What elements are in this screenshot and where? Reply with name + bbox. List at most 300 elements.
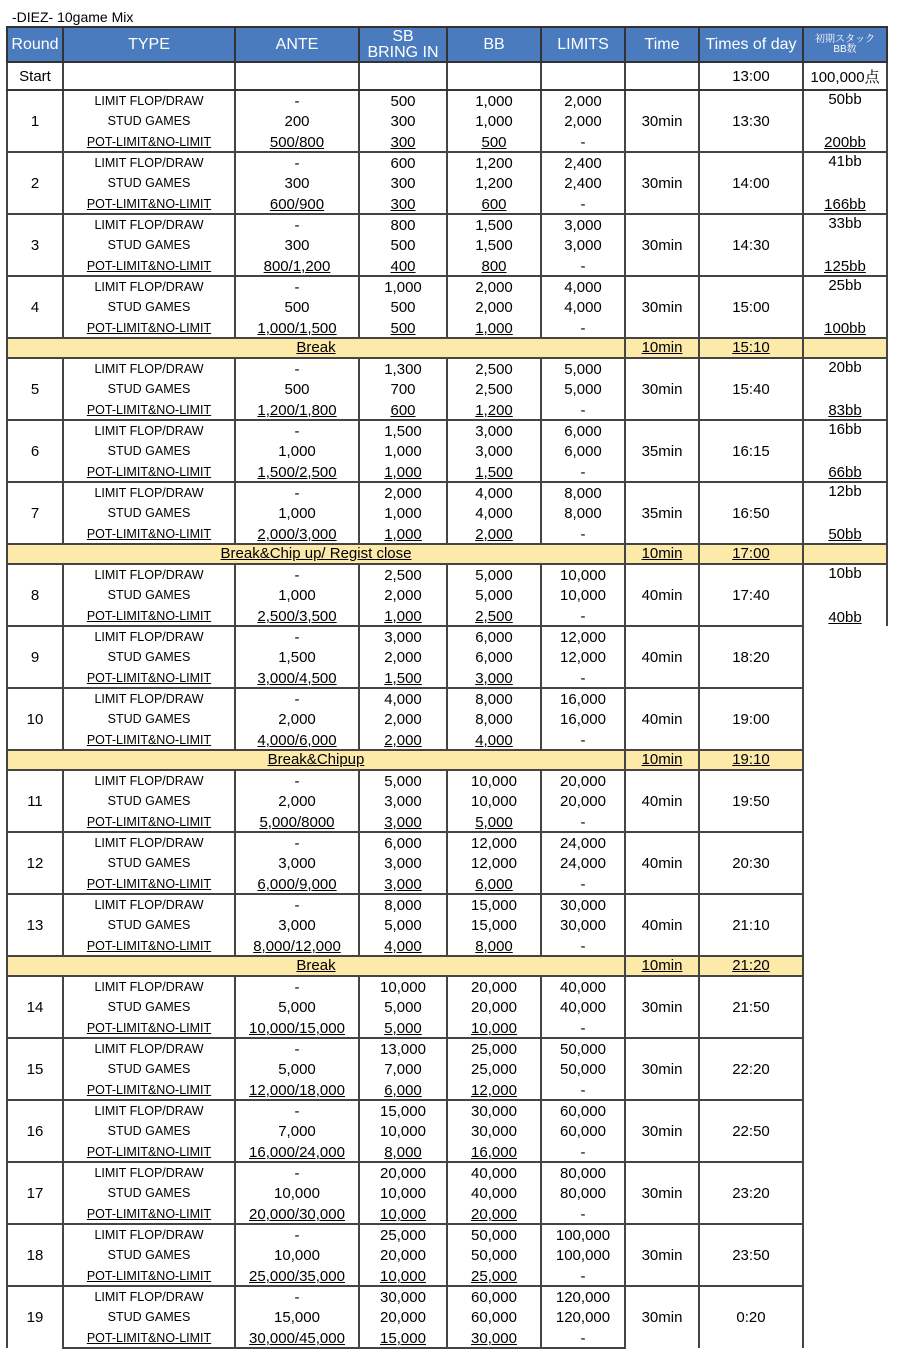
game-type: STUD GAMES xyxy=(63,915,235,935)
bb-value: 8,000 xyxy=(447,709,541,729)
bb-value: 1,500 xyxy=(447,461,541,482)
bb-value: 20,000 xyxy=(447,976,541,997)
sb-bring-in-value: 3,000 xyxy=(359,811,447,832)
sb-bring-in-value: 300 xyxy=(359,131,447,152)
ante-value: - xyxy=(235,420,359,441)
sb-bring-in-value: 7,000 xyxy=(359,1059,447,1079)
bb-value: 60,000 xyxy=(447,1286,541,1307)
stack-bb-empty xyxy=(803,111,887,131)
sb-bring-in-value: 1,000 xyxy=(359,441,447,461)
stack-blank xyxy=(803,1162,887,1224)
ante-value: 2,500/3,500 xyxy=(235,605,359,626)
round-number: 13 xyxy=(7,894,63,956)
game-type: LIMIT FLOP/DRAW xyxy=(63,420,235,441)
round-number: 6 xyxy=(7,420,63,482)
stack-bb-top: 10bb xyxy=(803,564,887,585)
ante-value: - xyxy=(235,1162,359,1183)
bb-value: 30,000 xyxy=(447,1100,541,1121)
bb-value: 600 xyxy=(447,193,541,214)
level-row xyxy=(7,482,887,503)
game-type: STUD GAMES xyxy=(63,791,235,811)
limits-value: - xyxy=(541,461,625,482)
level-time-of-day: 20:30 xyxy=(699,832,803,894)
bb-value: 20,000 xyxy=(447,997,541,1017)
blind-schedule xyxy=(6,26,888,1349)
bb-value: 2,500 xyxy=(447,605,541,626)
bb-value: 4,000 xyxy=(447,482,541,503)
game-type: STUD GAMES xyxy=(63,997,235,1017)
sb-bring-in-value: 20,000 xyxy=(359,1245,447,1265)
sb-bring-in-value: 8,000 xyxy=(359,1141,447,1162)
stack-bb-bottom: 66bb xyxy=(803,461,887,482)
sb-bring-in-value: 30,000 xyxy=(359,1286,447,1307)
game-type: POT-LIMIT&NO-LIMIT xyxy=(63,317,235,338)
sb-bring-in-value: 25,000 xyxy=(359,1224,447,1245)
game-type: STUD GAMES xyxy=(63,585,235,605)
round-number: 19 xyxy=(7,1286,63,1348)
level-row xyxy=(7,1100,887,1121)
game-type: POT-LIMIT&NO-LIMIT xyxy=(63,1017,235,1038)
level-time: 40min xyxy=(625,770,699,832)
stack-bb-empty xyxy=(803,441,887,461)
level-row xyxy=(7,564,887,585)
sb-bring-in-value: 1,300 xyxy=(359,358,447,379)
stack-bb-bottom: 166bb xyxy=(803,193,887,214)
limits-value: - xyxy=(541,317,625,338)
limits-value: - xyxy=(541,1017,625,1038)
bb-value: 8,000 xyxy=(447,935,541,956)
limits-value: 60,000 xyxy=(541,1121,625,1141)
bb-value: 6,000 xyxy=(447,647,541,667)
limits-value: 100,000 xyxy=(541,1245,625,1265)
limits-value: 8,000 xyxy=(541,503,625,523)
stack-bb-bottom: 125bb xyxy=(803,255,887,276)
game-type: POT-LIMIT&NO-LIMIT xyxy=(63,523,235,544)
ante-value: - xyxy=(235,626,359,647)
sb-bring-in-value: 5,000 xyxy=(359,915,447,935)
round-number: 1 xyxy=(7,90,63,152)
break-label: Break xyxy=(7,956,625,976)
ante-value: 300 xyxy=(235,235,359,255)
limits-value: 50,000 xyxy=(541,1059,625,1079)
game-type: LIMIT FLOP/DRAW xyxy=(63,770,235,791)
blind-structure-table xyxy=(6,26,888,1349)
sb-bring-in-value: 8,000 xyxy=(359,894,447,915)
limits-value: 24,000 xyxy=(541,832,625,853)
bb-value: 3,000 xyxy=(447,441,541,461)
game-type: STUD GAMES xyxy=(63,1307,235,1327)
ante-value: 500 xyxy=(235,297,359,317)
ante-value: - xyxy=(235,832,359,853)
limits-value: 50,000 xyxy=(541,1038,625,1059)
bb-value: 12,000 xyxy=(447,853,541,873)
sb-bring-in-value: 6,000 xyxy=(359,832,447,853)
bb-value: 2,000 xyxy=(447,276,541,297)
bb-value: 5,000 xyxy=(447,585,541,605)
bb-value: 10,000 xyxy=(447,1017,541,1038)
level-time-of-day: 21:50 xyxy=(699,976,803,1038)
bb-value: 2,500 xyxy=(447,358,541,379)
game-type: STUD GAMES xyxy=(63,503,235,523)
level-row xyxy=(7,358,887,379)
level-row xyxy=(7,214,887,235)
level-time: 40min xyxy=(625,894,699,956)
level-time: 40min xyxy=(625,564,699,626)
break-label: Break&Chipup xyxy=(7,750,625,770)
ante-value: 1,000 xyxy=(235,585,359,605)
game-type: LIMIT FLOP/DRAW xyxy=(63,832,235,853)
level-time: 30min xyxy=(625,152,699,214)
limits-value: 2,400 xyxy=(541,173,625,193)
bb-value: 12,000 xyxy=(447,1079,541,1100)
limits-value: 30,000 xyxy=(541,915,625,935)
ante-value: - xyxy=(235,770,359,791)
level-time-of-day: 22:20 xyxy=(699,1038,803,1100)
sb-bring-in-value: 10,000 xyxy=(359,1265,447,1286)
game-type: LIMIT FLOP/DRAW xyxy=(63,894,235,915)
game-type: STUD GAMES xyxy=(63,441,235,461)
bb-value: 25,000 xyxy=(447,1265,541,1286)
stack-blank xyxy=(803,1100,887,1162)
sb-bring-in-value: 500 xyxy=(359,235,447,255)
game-type: LIMIT FLOP/DRAW xyxy=(63,358,235,379)
game-type: LIMIT FLOP/DRAW xyxy=(63,1224,235,1245)
game-type: LIMIT FLOP/DRAW xyxy=(63,1100,235,1121)
break-time-of-day: 15:10 xyxy=(699,338,803,358)
game-type: STUD GAMES xyxy=(63,235,235,255)
sb-bring-in-value: 2,000 xyxy=(359,482,447,503)
stack-blank xyxy=(803,894,887,956)
header-round: Round xyxy=(7,27,63,62)
round-number: 3 xyxy=(7,214,63,276)
sb-bring-in-value: 1,000 xyxy=(359,503,447,523)
bb-value: 4,000 xyxy=(447,729,541,750)
limits-value: 12,000 xyxy=(541,647,625,667)
level-time-of-day: 18:20 xyxy=(699,626,803,688)
break-time-of-day: 19:10 xyxy=(699,750,803,770)
sb-bring-in-value: 600 xyxy=(359,152,447,173)
ante-value: 5,000/8000 xyxy=(235,811,359,832)
sb-bring-in-value: 2,000 xyxy=(359,729,447,750)
game-type: STUD GAMES xyxy=(63,111,235,131)
stack-bb-top: 12bb xyxy=(803,482,887,503)
level-time-of-day: 21:10 xyxy=(699,894,803,956)
game-type: STUD GAMES xyxy=(63,853,235,873)
round-number: 8 xyxy=(7,564,63,626)
bb-value: 6,000 xyxy=(447,626,541,647)
limits-value: 3,000 xyxy=(541,235,625,255)
ante-value: - xyxy=(235,90,359,111)
bb-value: 1,200 xyxy=(447,173,541,193)
game-type: POT-LIMIT&NO-LIMIT xyxy=(63,1141,235,1162)
game-type: POT-LIMIT&NO-LIMIT xyxy=(63,605,235,626)
game-type: POT-LIMIT&NO-LIMIT xyxy=(63,399,235,420)
stack-bb-top: 25bb xyxy=(803,276,887,297)
bb-value: 2,000 xyxy=(447,523,541,544)
bb-value: 16,000 xyxy=(447,1141,541,1162)
ante-value: - xyxy=(235,1100,359,1121)
ante-value: 6,000/9,000 xyxy=(235,873,359,894)
start-stack: 100,000点 xyxy=(803,62,887,90)
limits-value: - xyxy=(541,729,625,750)
header-sb-line1: SB xyxy=(392,27,414,45)
ante-value: 1,000 xyxy=(235,441,359,461)
stack-bb-bottom: 100bb xyxy=(803,317,887,338)
sb-bring-in-value: 13,000 xyxy=(359,1038,447,1059)
level-time-of-day: 13:30 xyxy=(699,90,803,152)
stack-bb-empty xyxy=(803,235,887,255)
game-type: POT-LIMIT&NO-LIMIT xyxy=(63,193,235,214)
start-row xyxy=(7,62,887,90)
sb-bring-in-value: 20,000 xyxy=(359,1307,447,1327)
bb-value: 30,000 xyxy=(447,1327,541,1348)
ante-value: 300 xyxy=(235,173,359,193)
bb-value: 4,000 xyxy=(447,503,541,523)
stack-blank xyxy=(803,626,887,688)
level-row xyxy=(7,688,887,709)
bb-value: 3,000 xyxy=(447,667,541,688)
level-row xyxy=(7,1224,887,1245)
ante-value: 3,000/4,500 xyxy=(235,667,359,688)
level-time: 40min xyxy=(625,626,699,688)
break-stack-cell xyxy=(803,750,887,770)
level-time-of-day: 16:50 xyxy=(699,482,803,544)
sb-bring-in-value: 300 xyxy=(359,193,447,214)
level-time-of-day: 15:40 xyxy=(699,358,803,420)
sb-bring-in-value: 20,000 xyxy=(359,1162,447,1183)
level-row xyxy=(7,894,887,915)
ante-value: 4,000/6,000 xyxy=(235,729,359,750)
stack-bb-bottom: 200bb xyxy=(803,131,887,152)
stack-blank xyxy=(803,688,887,750)
game-type: POT-LIMIT&NO-LIMIT xyxy=(63,461,235,482)
round-number: 14 xyxy=(7,976,63,1038)
ante-value: - xyxy=(235,482,359,503)
bb-value: 50,000 xyxy=(447,1245,541,1265)
bb-value: 800 xyxy=(447,255,541,276)
level-row xyxy=(7,276,887,297)
game-type: POT-LIMIT&NO-LIMIT xyxy=(63,873,235,894)
ante-value: 2,000 xyxy=(235,791,359,811)
level-time: 35min xyxy=(625,482,699,544)
limits-value: 40,000 xyxy=(541,997,625,1017)
bb-value: 2,000 xyxy=(447,297,541,317)
ante-value: 200 xyxy=(235,111,359,131)
level-time-of-day: 19:50 xyxy=(699,770,803,832)
sb-bring-in-value: 2,000 xyxy=(359,709,447,729)
level-row xyxy=(7,420,887,441)
bb-value: 15,000 xyxy=(447,915,541,935)
round-number: 5 xyxy=(7,358,63,420)
game-type: STUD GAMES xyxy=(63,647,235,667)
ante-value: 3,000 xyxy=(235,853,359,873)
ante-value: - xyxy=(235,976,359,997)
round-number: 18 xyxy=(7,1224,63,1286)
ante-value: 600/900 xyxy=(235,193,359,214)
limits-value: 2,000 xyxy=(541,90,625,111)
sb-bring-in-value: 3,000 xyxy=(359,853,447,873)
level-time-of-day: 23:50 xyxy=(699,1224,803,1286)
bb-value: 3,000 xyxy=(447,420,541,441)
stack-blank xyxy=(803,1224,887,1286)
ante-value: 1,500/2,500 xyxy=(235,461,359,482)
limits-value: 4,000 xyxy=(541,297,625,317)
level-row xyxy=(7,152,887,173)
ante-value: 30,000/45,000 xyxy=(235,1327,359,1348)
stack-bb-bottom: 83bb xyxy=(803,399,887,420)
round-number: 12 xyxy=(7,832,63,894)
ante-value: 5,000 xyxy=(235,1059,359,1079)
game-type: LIMIT FLOP/DRAW xyxy=(63,90,235,111)
ante-value: - xyxy=(235,1038,359,1059)
limits-value: - xyxy=(541,1141,625,1162)
level-time: 30min xyxy=(625,976,699,1038)
limits-value: - xyxy=(541,255,625,276)
bb-value: 1,500 xyxy=(447,235,541,255)
header-stack-line2: BB数 xyxy=(833,43,857,55)
level-time: 40min xyxy=(625,832,699,894)
limits-value: 16,000 xyxy=(541,709,625,729)
bb-value: 2,500 xyxy=(447,379,541,399)
level-time-of-day: 16:15 xyxy=(699,420,803,482)
header-initial-stack xyxy=(803,27,887,62)
break-label: Break&Chip up/ Regist close xyxy=(7,544,625,564)
sb-bring-in-value: 1,000 xyxy=(359,276,447,297)
ante-value: 3,000 xyxy=(235,915,359,935)
level-time: 30min xyxy=(625,1162,699,1224)
break-row xyxy=(7,338,887,358)
game-type: POT-LIMIT&NO-LIMIT xyxy=(63,1079,235,1100)
ante-value: 500 xyxy=(235,379,359,399)
stack-bb-top: 33bb xyxy=(803,214,887,235)
limits-value: 20,000 xyxy=(541,770,625,791)
ante-value: 2,000/3,000 xyxy=(235,523,359,544)
limits-value: - xyxy=(541,1079,625,1100)
level-row xyxy=(7,832,887,853)
limits-value: - xyxy=(541,605,625,626)
bb-value: 5,000 xyxy=(447,811,541,832)
level-row xyxy=(7,626,887,647)
ante-value: 25,000/35,000 xyxy=(235,1265,359,1286)
game-type: POT-LIMIT&NO-LIMIT xyxy=(63,935,235,956)
level-row xyxy=(7,1038,887,1059)
bb-value: 15,000 xyxy=(447,894,541,915)
ante-value: 10,000 xyxy=(235,1245,359,1265)
stack-blank xyxy=(803,1286,887,1348)
limits-value: - xyxy=(541,399,625,420)
bb-value: 30,000 xyxy=(447,1121,541,1141)
break-label: Break xyxy=(7,338,625,358)
sb-bring-in-value: 3,000 xyxy=(359,626,447,647)
bb-value: 10,000 xyxy=(447,770,541,791)
limits-value: 12,000 xyxy=(541,626,625,647)
bb-value: 40,000 xyxy=(447,1162,541,1183)
header-ante: ANTE xyxy=(235,27,359,62)
break-stack-cell xyxy=(803,956,887,976)
break-time: 10min xyxy=(625,956,699,976)
sb-bring-in-value: 5,000 xyxy=(359,1017,447,1038)
game-type: LIMIT FLOP/DRAW xyxy=(63,564,235,585)
round-number: 10 xyxy=(7,688,63,750)
limits-value: - xyxy=(541,1327,625,1348)
round-number: 2 xyxy=(7,152,63,214)
game-type: POT-LIMIT&NO-LIMIT xyxy=(63,811,235,832)
limits-value: 24,000 xyxy=(541,853,625,873)
limits-value: - xyxy=(541,1265,625,1286)
break-row xyxy=(7,956,887,976)
game-type: STUD GAMES xyxy=(63,379,235,399)
stack-blank xyxy=(803,770,887,832)
break-time: 10min xyxy=(625,544,699,564)
limits-value: - xyxy=(541,523,625,544)
ante-value: - xyxy=(235,358,359,379)
ante-value: 12,000/18,000 xyxy=(235,1079,359,1100)
sb-bring-in-value: 10,000 xyxy=(359,1121,447,1141)
level-time-of-day: 17:40 xyxy=(699,564,803,626)
bb-value: 20,000 xyxy=(447,1203,541,1224)
level-time-of-day: 22:50 xyxy=(699,1100,803,1162)
ante-value: - xyxy=(235,894,359,915)
start-label: Start xyxy=(7,62,63,90)
stack-bb-bottom: 50bb xyxy=(803,523,887,544)
level-row xyxy=(7,770,887,791)
level-time: 40min xyxy=(625,688,699,750)
limits-value: - xyxy=(541,811,625,832)
game-type: STUD GAMES xyxy=(63,1059,235,1079)
limits-value: 6,000 xyxy=(541,441,625,461)
sb-bring-in-value: 5,000 xyxy=(359,997,447,1017)
header-bb: BB xyxy=(447,27,541,62)
limits-value: 16,000 xyxy=(541,688,625,709)
stack-bb-empty xyxy=(803,503,887,523)
break-time: 10min xyxy=(625,750,699,770)
level-time: 30min xyxy=(625,1038,699,1100)
bb-value: 1,000 xyxy=(447,111,541,131)
bb-value: 60,000 xyxy=(447,1307,541,1327)
limits-value: 4,000 xyxy=(541,276,625,297)
bb-value: 25,000 xyxy=(447,1059,541,1079)
game-type: LIMIT FLOP/DRAW xyxy=(63,214,235,235)
limits-value: 8,000 xyxy=(541,482,625,503)
level-row xyxy=(7,90,887,111)
bb-value: 50,000 xyxy=(447,1224,541,1245)
stack-bb-empty xyxy=(803,173,887,193)
ante-value: - xyxy=(235,214,359,235)
ante-value: 800/1,200 xyxy=(235,255,359,276)
header-time: Time xyxy=(625,27,699,62)
start-empty-cell xyxy=(359,62,447,90)
limits-value: 3,000 xyxy=(541,214,625,235)
limits-value: - xyxy=(541,131,625,152)
start-empty-cell xyxy=(235,62,359,90)
ante-value: 15,000 xyxy=(235,1307,359,1327)
header-stack-line1: 初期スタック xyxy=(815,33,875,45)
bb-value: 25,000 xyxy=(447,1038,541,1059)
level-row xyxy=(7,1286,887,1307)
game-type: POT-LIMIT&NO-LIMIT xyxy=(63,131,235,152)
level-time-of-day: 14:00 xyxy=(699,152,803,214)
sb-bring-in-value: 500 xyxy=(359,297,447,317)
sheet-title: -DIEZ- 10game Mix xyxy=(12,9,134,25)
limits-value: 120,000 xyxy=(541,1286,625,1307)
round-number: 16 xyxy=(7,1100,63,1162)
sb-bring-in-value: 500 xyxy=(359,90,447,111)
ante-value: - xyxy=(235,564,359,585)
stack-bb-empty xyxy=(803,585,887,605)
bb-value: 1,200 xyxy=(447,399,541,420)
sb-bring-in-value: 1,500 xyxy=(359,667,447,688)
break-stack-cell xyxy=(803,338,887,358)
